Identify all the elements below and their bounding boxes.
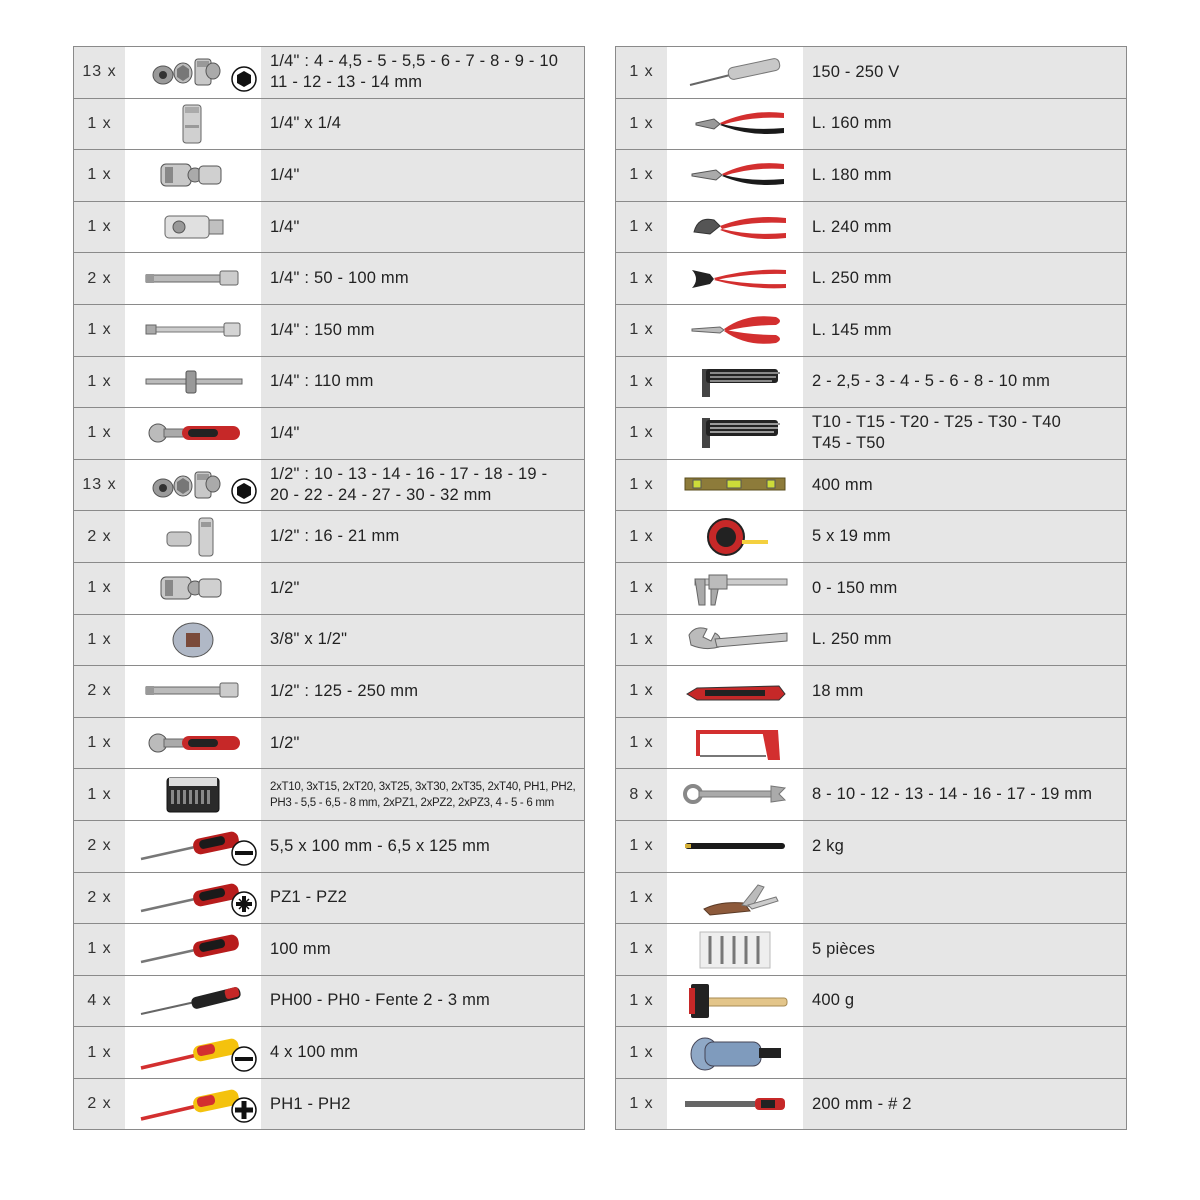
- caliper-icon: [667, 563, 803, 614]
- table-row: [74, 1027, 584, 1079]
- description-cell: 0 - 150 mm: [812, 578, 898, 597]
- description-cell: 200 mm - # 2: [812, 1094, 912, 1113]
- table-row: [616, 253, 1126, 305]
- table-row: [616, 924, 1126, 976]
- quantity-cell: 1 x: [87, 579, 112, 597]
- description-cell: 1/4" x 1/4: [270, 114, 342, 133]
- table-row: [74, 253, 584, 305]
- quantity-cell: 1 x: [87, 166, 112, 184]
- table-row: [74, 821, 584, 873]
- screwdriver-icon: [125, 821, 261, 872]
- description-cell: 1/4": [270, 217, 300, 236]
- quantity-cell: 2 x: [87, 269, 112, 287]
- table-row: [74, 408, 584, 460]
- description-cell: T10 - T15 - T20 - T25 - T30 - T40 T45 - T50: [812, 413, 1062, 453]
- table-row: [74, 460, 584, 512]
- quantity-cell: 1 x: [629, 940, 654, 958]
- t-bar-icon: [125, 357, 261, 408]
- quantity-cell: 1 x: [629, 218, 654, 236]
- file-icon: [667, 1079, 803, 1130]
- description-cell: 1/2": [270, 578, 300, 597]
- screwdriver-icon: [125, 873, 261, 924]
- description-cell: 1/2" : 125 - 250 mm: [270, 681, 419, 700]
- table-row: [616, 976, 1126, 1028]
- quantity-cell: 1 x: [629, 991, 654, 1009]
- quantity-cell: 1 x: [629, 527, 654, 545]
- deep-socket-icon: [125, 99, 261, 150]
- description-cell: L. 250 mm: [812, 269, 892, 288]
- hex-badge-icon: [231, 478, 257, 504]
- quantity-cell: 1 x: [629, 114, 654, 132]
- ratchet-icon: [125, 408, 261, 459]
- extension-bar-icon: [125, 666, 261, 717]
- description-cell: 5,5 x 100 mm - 6,5 x 125 mm: [270, 836, 490, 855]
- phillips-badge-icon: [231, 1097, 257, 1123]
- quantity-cell: 1 x: [629, 1043, 654, 1061]
- description-cell: 1/4" : 4 - 4,5 - 5 - 5,5 - 6 - 7 - 8 - 9 - 10 11 - 12 - 13 - 14 mm: [270, 52, 559, 92]
- table-row: [74, 1079, 584, 1131]
- table-row: [616, 563, 1126, 615]
- table-row: [616, 305, 1126, 357]
- electrician-scissors-icon: [667, 305, 803, 356]
- table-row: [616, 615, 1126, 667]
- quantity-cell: 1 x: [629, 1095, 654, 1113]
- description-cell: PH1 - PH2: [270, 1094, 351, 1113]
- magnetic-pickup-icon: [667, 821, 803, 872]
- quantity-cell: 1 x: [87, 630, 112, 648]
- tape-measure-icon: [667, 511, 803, 562]
- ratchet-icon: [125, 718, 261, 769]
- quantity-cell: 1 x: [87, 785, 112, 803]
- socket-set-icon: [125, 460, 261, 511]
- insulated-screwdriver-icon: [125, 1027, 261, 1078]
- description-cell: PZ1 - PZ2: [270, 888, 347, 907]
- table-row: [74, 47, 584, 99]
- description-cell: 1/4" : 150 mm: [270, 320, 375, 339]
- table-row: [616, 718, 1126, 770]
- table-row: [74, 976, 584, 1028]
- flexible-extension-icon: [125, 305, 261, 356]
- quantity-cell: 13 x: [82, 63, 117, 81]
- quantity-cell: 2 x: [87, 888, 112, 906]
- table-row: [616, 47, 1126, 99]
- table-row: [616, 460, 1126, 512]
- description-cell: PH00 - PH0 - Fente 2 - 3 mm: [270, 991, 490, 1010]
- quantity-cell: 1 x: [87, 1043, 112, 1061]
- table-row: [74, 873, 584, 925]
- quantity-cell: 1 x: [629, 630, 654, 648]
- description-cell: 2xT10, 3xT15, 2xT20, 3xT25, 3xT30, 2xT35, 2xT40, PH1, PH2, PH3 - 5,5 - 6,5 - 8 mm, 2xPZ1, 2xPZ2, 2xPZ3, 4 - 5 - 6 mm: [270, 780, 576, 809]
- table-row: [74, 924, 584, 976]
- description-cell: 400 g: [812, 991, 855, 1010]
- table-row: [74, 718, 584, 770]
- description-cell: 1/4": [270, 423, 300, 442]
- description-cell: L. 240 mm: [812, 217, 892, 236]
- punch-set-icon: [667, 924, 803, 975]
- water-pump-pliers-icon: [667, 202, 803, 253]
- description-cell: L. 145 mm: [812, 320, 892, 339]
- quantity-cell: 1 x: [87, 940, 112, 958]
- description-cell: 400 mm: [812, 475, 873, 494]
- description-cell: [803, 718, 1126, 769]
- quantity-cell: 1 x: [629, 424, 654, 442]
- table-row: [616, 1079, 1126, 1131]
- universal-joint-icon: [125, 563, 261, 614]
- description-cell: [803, 1027, 1126, 1078]
- hammer-icon: [667, 976, 803, 1027]
- quantity-cell: 1 x: [629, 63, 654, 81]
- quantity-cell: 1 x: [629, 476, 654, 494]
- table-row: [74, 769, 584, 821]
- table-row: [74, 305, 584, 357]
- table-row: [616, 666, 1126, 718]
- description-cell: 3/8" x 1/2": [270, 630, 348, 649]
- table-row: [616, 150, 1126, 202]
- quantity-cell: 1 x: [629, 166, 654, 184]
- hex-badge-icon: [231, 66, 257, 92]
- cutting-pliers-icon: [667, 99, 803, 150]
- combination-wrench-icon: [667, 769, 803, 820]
- spirit-level-icon: [667, 460, 803, 511]
- description-cell: 150 - 250 V: [812, 62, 900, 81]
- description-cell: 5 pièces: [812, 939, 876, 958]
- hex-key-set-icon: [667, 357, 803, 408]
- quantity-cell: 2 x: [87, 527, 112, 545]
- universal-joint-icon: [125, 150, 261, 201]
- quantity-cell: 8 x: [629, 785, 654, 803]
- quantity-cell: 2 x: [87, 682, 112, 700]
- description-cell: L. 160 mm: [812, 114, 892, 133]
- description-cell: 2 - 2,5 - 3 - 4 - 5 - 6 - 8 - 10 mm: [812, 372, 1051, 391]
- hacksaw-icon: [667, 718, 803, 769]
- slotted-badge-icon: [231, 1046, 257, 1072]
- quantity-cell: 1 x: [87, 114, 112, 132]
- quantity-cell: 1 x: [629, 579, 654, 597]
- description-cell: 2 kg: [812, 836, 844, 855]
- quantity-cell: 1 x: [629, 837, 654, 855]
- insulated-screwdriver-icon: [125, 1079, 261, 1130]
- description-cell: 1/2": [270, 733, 300, 752]
- extension-bar-icon: [125, 253, 261, 304]
- table-row: [616, 769, 1126, 821]
- table-row: [616, 821, 1126, 873]
- description-cell: 4 x 100 mm: [270, 1043, 359, 1062]
- quantity-cell: 1 x: [87, 734, 112, 752]
- socket-set-icon: [125, 47, 261, 98]
- quantity-cell: 1 x: [87, 218, 112, 236]
- description-cell: 100 mm: [270, 939, 331, 958]
- table-row: [616, 99, 1126, 151]
- quantity-cell: 1 x: [629, 269, 654, 287]
- table-row: [74, 150, 584, 202]
- table-row: [616, 202, 1126, 254]
- end-cutting-pliers-icon: [667, 253, 803, 304]
- quantity-cell: 2 x: [87, 1095, 112, 1113]
- right-tool-table: [615, 46, 1127, 1130]
- description-cell: [803, 873, 1126, 924]
- voltage-tester-icon: [667, 47, 803, 98]
- combination-pliers-icon: [667, 150, 803, 201]
- quantity-cell: 2 x: [87, 837, 112, 855]
- table-row: [74, 615, 584, 667]
- description-cell: 1/4" : 110 mm: [270, 372, 374, 391]
- quantity-cell: 1 x: [629, 888, 654, 906]
- quantity-cell: 1 x: [629, 734, 654, 752]
- quantity-cell: 1 x: [87, 424, 112, 442]
- description-cell: 5 x 19 mm: [812, 527, 891, 546]
- quantity-cell: 4 x: [87, 991, 112, 1009]
- quantity-cell: 13 x: [82, 476, 117, 494]
- quantity-cell: 1 x: [629, 321, 654, 339]
- slotted-badge-icon: [231, 840, 257, 866]
- table-row: [74, 511, 584, 563]
- description-cell: 8 - 10 - 12 - 13 - 14 - 16 - 17 - 19 mm: [812, 785, 1093, 804]
- table-row: [74, 99, 584, 151]
- table-row: [74, 357, 584, 409]
- table-row: [74, 666, 584, 718]
- table-row: [74, 202, 584, 254]
- table-row: [616, 873, 1126, 925]
- quantity-cell: 1 x: [87, 321, 112, 339]
- description-cell: L. 180 mm: [812, 165, 892, 184]
- utility-knife-icon: [667, 666, 803, 717]
- screwdriver-icon: [125, 924, 261, 975]
- quantity-cell: 1 x: [87, 372, 112, 390]
- bit-set-icon: [125, 769, 261, 820]
- flashlight-icon: [667, 1027, 803, 1078]
- torx-key-set-icon: [667, 408, 803, 459]
- spark-plug-socket-icon: [125, 511, 261, 562]
- description-cell: 1/2" : 16 - 21 mm: [270, 527, 400, 546]
- description-cell: 1/2" : 10 - 13 - 14 - 16 - 17 - 18 - 19 - 20 - 22 - 24 - 27 - 30 - 32 mm: [270, 465, 548, 505]
- pocket-knife-icon: [667, 873, 803, 924]
- reducer-icon: [125, 615, 261, 666]
- quantity-cell: 1 x: [629, 372, 654, 390]
- precision-screwdriver-icon: [125, 976, 261, 1027]
- table-row: [616, 408, 1126, 460]
- quantity-cell: 1 x: [629, 682, 654, 700]
- table-row: [74, 563, 584, 615]
- adjustable-wrench-icon: [667, 615, 803, 666]
- left-tool-table: [73, 46, 585, 1130]
- table-row: [616, 511, 1126, 563]
- description-cell: L. 250 mm: [812, 630, 892, 649]
- table-row: [616, 1027, 1126, 1079]
- adapter-icon: [125, 202, 261, 253]
- pozidriv-badge-icon: [231, 891, 257, 917]
- table-row: [616, 357, 1126, 409]
- description-cell: 1/4": [270, 165, 300, 184]
- description-cell: 18 mm: [812, 681, 864, 700]
- description-cell: 1/4" : 50 - 100 mm: [270, 269, 409, 288]
